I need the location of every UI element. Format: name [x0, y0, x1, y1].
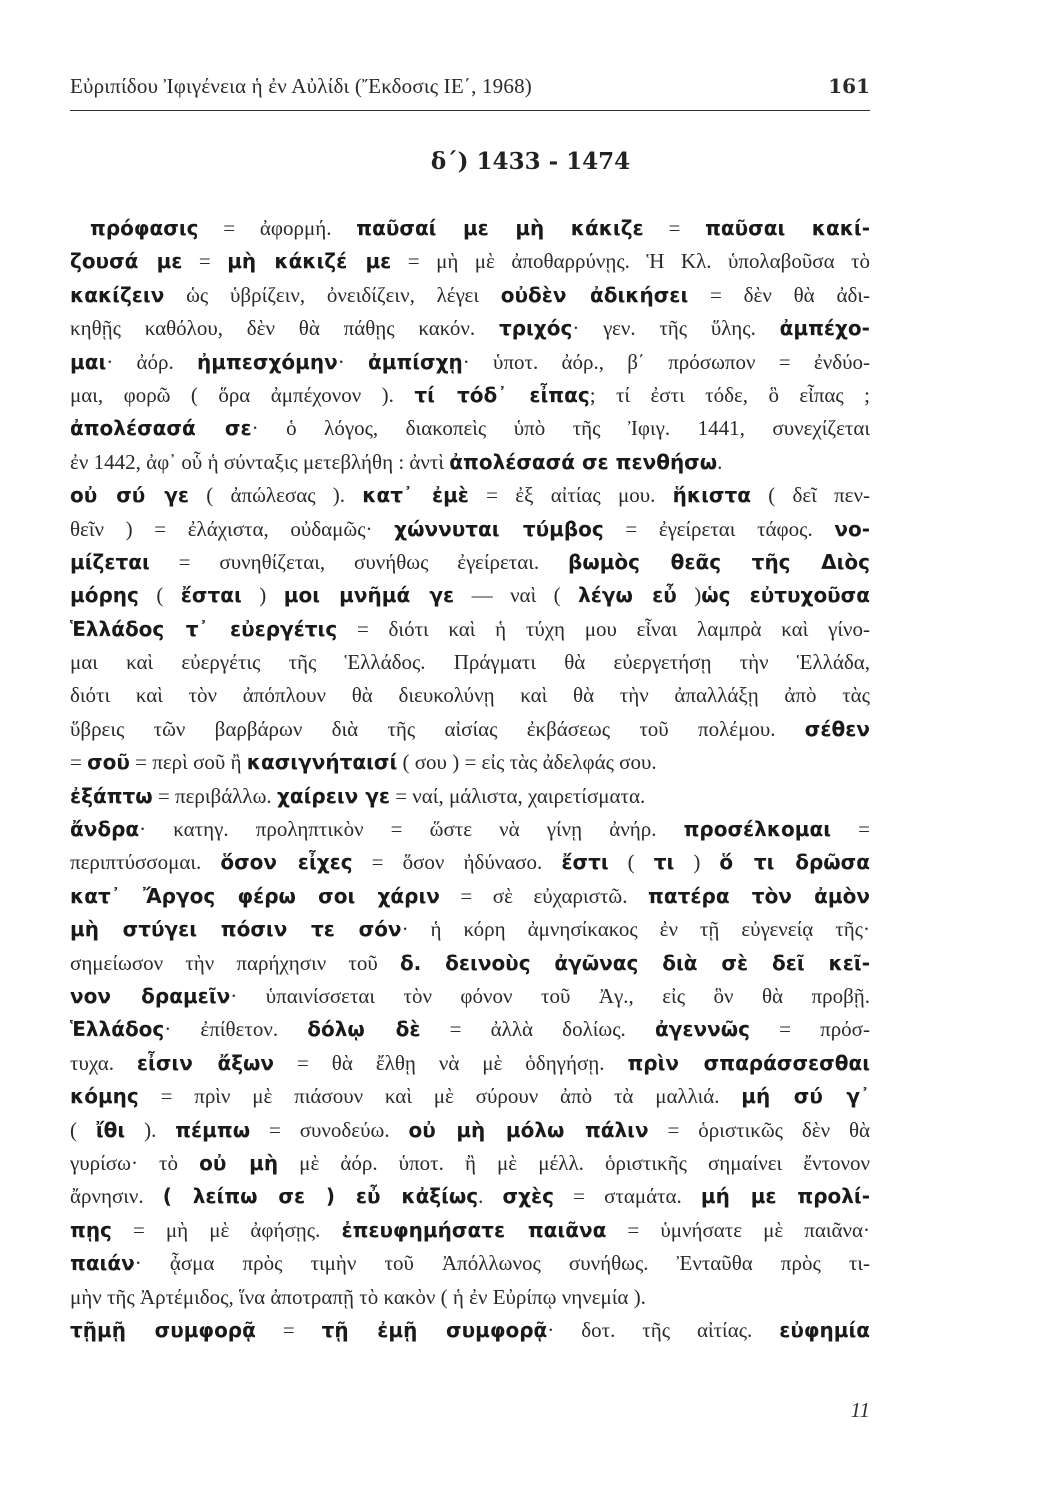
commentary-body — [70, 212, 870, 1347]
lemma: χαίρειν γε — [276, 783, 390, 808]
gloss: = συνηθίζεται, συνήθως ἐγείρεται. — [149, 549, 569, 574]
gloss: ἄρνησιν. — [70, 1184, 163, 1209]
gloss: = σὲ εὐχαριστῶ. — [439, 883, 649, 908]
lemma: βωμὸς θεᾶς τῆς Διὸς — [568, 549, 871, 574]
lemma: νον δραμεῖν — [70, 983, 231, 1008]
gloss: ( δεῖ πεν- — [750, 483, 870, 508]
lemma: οὐδὲν ἀδικήσει — [500, 282, 689, 307]
lemma: μὴ κάκιζέ με — [227, 249, 392, 274]
text-line — [70, 780, 870, 813]
text-line — [70, 746, 870, 779]
lemma: τῇ ἐμῇ συμφορᾷ — [321, 1317, 548, 1342]
gloss: μὲ ἀόρ. ὑποτ. ἢ μὲ μέλλ. ὁριστικῆς σημαίνει ἔντονον — [278, 1150, 871, 1175]
text-line — [70, 479, 870, 512]
gloss: ὕβρεις τῶν βαρβάρων διὰ τῆς αἰσίας ἐκβάσεως τοῦ πολέμου. — [70, 716, 805, 741]
text-line — [70, 346, 870, 379]
lemma: πρὶν σπαράσσεσθαι — [627, 1050, 870, 1075]
lemma: κατ᾽ Ἄργος φέρω σοι χάριν — [70, 883, 440, 908]
lemma: σέθεν — [804, 716, 870, 741]
lemma: ζουσά με — [70, 249, 183, 274]
running-head — [70, 74, 870, 104]
lemma: μή με προλί- — [700, 1184, 870, 1209]
text-line — [70, 679, 870, 712]
text-line — [70, 579, 870, 612]
lemma: Ἑλλάδος — [70, 1017, 165, 1042]
gloss: ὡς ὑβρίζειν, ὀνειδίζειν, λέγει — [164, 282, 501, 307]
text-line — [70, 1214, 870, 1247]
gloss: = — [70, 750, 88, 775]
header-rule — [70, 110, 870, 111]
lemma: τι — [653, 850, 675, 875]
gloss: μαι, φορῶ ( ὅρα ἀμπέχονον ). — [70, 382, 415, 407]
gloss: = μὴ μὲ ἀποθαρρύνῃς. Ἡ Κλ. ὑπολαβοῦσα τὸ — [391, 249, 870, 274]
lemma: νο- — [834, 516, 870, 541]
gloss: = περιβάλλω. — [152, 783, 277, 808]
text-line — [70, 513, 870, 546]
section-heading: δ΄) 1433 - 1474 — [430, 148, 631, 175]
gloss: = πρόσ- — [749, 1017, 870, 1042]
text-line — [70, 312, 870, 345]
lemma: ἀμπίσχῃ — [367, 349, 463, 374]
lemma: μαι — [70, 349, 107, 374]
text-line — [70, 379, 870, 412]
lemma: εὐφημία — [779, 1317, 871, 1342]
lemma: παῦσαί με μὴ κάκιζε — [356, 216, 644, 240]
text-line — [70, 1114, 870, 1147]
text-line — [70, 245, 870, 278]
text-line — [70, 813, 870, 846]
gloss: περιπτύσσομαι. — [70, 850, 221, 875]
gloss: τυχα. — [70, 1050, 137, 1075]
gloss: · ὑπαινίσσεται τὸν φόνον τοῦ Ἀγ., εἰς ὃν θὰ προβῇ. — [230, 983, 870, 1008]
gloss: ( — [138, 583, 181, 608]
gloss: ; τί ἐστι τόδε, ὃ εἶπας ; — [589, 382, 870, 407]
lemma: παῦσαι κακί- — [705, 216, 871, 240]
gloss: · δοτ. τῆς αἰτίας. — [547, 1317, 780, 1342]
gloss: σημείωσον τὴν παρήχησιν τοῦ — [70, 950, 400, 975]
lemma: ἔσται — [180, 583, 242, 608]
text-line — [70, 546, 870, 579]
gloss: = περὶ σοῦ ἢ — [129, 750, 247, 775]
gloss: ( — [608, 850, 654, 875]
text-line — [70, 279, 870, 312]
gloss: = ἀλλὰ δολίως. — [420, 1017, 655, 1042]
text-line — [70, 646, 870, 679]
lemma: ἐξάπτω — [70, 783, 153, 808]
gloss: ( ἀπώλεσας ). — [189, 483, 363, 508]
text-line — [70, 1247, 870, 1280]
gloss: = σταμάτα. — [554, 1184, 701, 1209]
text-line — [70, 1013, 870, 1046]
lemma: σοῦ — [87, 750, 130, 775]
text-line — [70, 613, 870, 646]
text-line — [70, 1180, 870, 1213]
gloss: ἐν 1442, ἀφ᾽ οὗ ἡ σύνταξις μετεβλήθη : ἀντὶ — [70, 449, 450, 474]
gloss: = συνοδεύω. — [250, 1117, 409, 1142]
lemma: πῃς — [70, 1217, 112, 1242]
lemma: σχὲς — [502, 1184, 554, 1209]
lemma: ἄνδρα — [70, 817, 140, 842]
gloss: . — [717, 449, 723, 474]
lemma: εἶσιν ἄξων — [136, 1050, 275, 1075]
lemma: μίζεται — [70, 549, 150, 574]
gloss: — ναὶ ( — [454, 583, 579, 608]
lemma: πέμπω — [175, 1117, 251, 1142]
lemma: ἐπευφημήσατε παιᾶνα — [341, 1217, 607, 1242]
lemma: τῇμῇ συμφορᾷ — [70, 1317, 256, 1342]
lemma: πατέρα τὸν ἀμὸν — [648, 883, 870, 908]
lemma: μὴ στύγει πόσιν τε σόν — [70, 917, 402, 942]
text-line — [70, 1314, 870, 1347]
lemma: Ἑλλάδος τ᾽ εὐεργέτις — [70, 616, 338, 641]
text-line — [70, 880, 870, 913]
printer-signature: 11 — [850, 1398, 870, 1422]
gloss: = πρὶν μὲ πιάσουν καὶ μὲ σύρουν ἀπὸ τὰ μαλλιά. — [138, 1084, 742, 1109]
lemma: κακίζειν — [70, 282, 165, 307]
lemma: μή σύ γ᾽ — [741, 1084, 870, 1109]
page-number: 161 — [828, 74, 870, 98]
lemma: δόλῳ δὲ — [307, 1017, 421, 1042]
lemma: μόρης — [70, 583, 139, 608]
lemma: ἴθι — [95, 1117, 126, 1142]
lemma: τί τόδ᾽ εἶπας — [414, 382, 590, 407]
text-line — [70, 412, 870, 445]
gloss: = διότι καὶ ἡ τύχη μου εἶναι λαμπρὰ καὶ γίνο- — [337, 616, 870, 641]
text-line — [70, 1147, 870, 1180]
lemma: προσέλκομαι — [683, 817, 832, 842]
lemma: μοι μνῆμά γε — [283, 583, 455, 608]
text-line — [70, 980, 870, 1013]
gloss: · κατηγ. προληπτικὸν = ὥστε νὰ γίνῃ ἀνήρ. — [139, 817, 684, 842]
lemma: λέγω εὖ — [578, 583, 677, 608]
running-title: Εὐριπίδου Ἰφιγένεια ἡ ἐν Αὐλίδι (Ἔκδοσις ΙΕ΄, 1968) — [70, 74, 532, 98]
gloss: · γεν. τῆς ὕλης. — [572, 316, 780, 341]
lemma: κασιγνήταισί — [246, 750, 398, 775]
text-line — [70, 1281, 870, 1314]
gloss: · ἀόρ. — [106, 349, 198, 374]
gloss: ) — [241, 583, 284, 608]
lemma: ἀμπέχο- — [779, 316, 870, 341]
text-line — [70, 212, 870, 245]
gloss: · ὁ λόγος, διακοπεὶς ὑπὸ τῆς Ἰφιγ. 1441, συνεχίζεται — [251, 416, 870, 441]
gloss: . — [478, 1184, 503, 1209]
text-line — [70, 947, 870, 980]
gloss: · ἡ κόρη ἀμνησίκακος ἐν τῇ εὐγενείᾳ τῆς· — [401, 917, 870, 942]
lemma: ἀγεννῶς — [654, 1017, 750, 1042]
lemma: δ. δεινοὺς ἀγῶνας διὰ σὲ δεῖ κεῖ- — [399, 950, 870, 975]
gloss: διότι καὶ τὸν ἀπόπλουν θὰ διευκολύνῃ καὶ θὰ τὴν ἀπαλλάξῃ ἀπὸ τὰς — [70, 683, 870, 708]
gloss: ) — [676, 583, 702, 608]
gloss: · — [337, 349, 368, 374]
lemma: κατ᾽ ἐμὲ — [362, 483, 469, 508]
gloss: = ἀφορμή. — [198, 216, 357, 240]
lemma: πρόφασις — [90, 216, 199, 240]
gloss: · ἐπίθετον. — [164, 1017, 308, 1042]
gloss: κηθῇς καθόλου, δὲν θὰ πάθῃς κακόν. — [70, 316, 499, 341]
gloss: = — [255, 1317, 322, 1342]
gloss: = ὅσον ἠδύνασο. — [352, 850, 562, 875]
gloss: μὴν τῆς Ἀρτέμιδος, ἵνα ἀποτραπῇ τὸ κακὸν ( ἡ ἐν Εὐρίπῳ νηνεμία ). — [70, 1284, 646, 1309]
lemma: κόμης — [70, 1084, 139, 1109]
gloss: = — [643, 216, 706, 240]
lemma: ἀπολέσασά σε πενθήσω — [449, 449, 718, 474]
gloss: = — [831, 817, 871, 842]
lemma: ἥκιστα — [672, 483, 751, 508]
gloss: ) — [674, 850, 720, 875]
lemma: ἀπολέσασά σε — [70, 416, 252, 441]
gloss: · ὑποτ. ἀόρ., β΄ πρόσωπον = ἐνδύο- — [462, 349, 870, 374]
text-line — [70, 1047, 870, 1080]
lemma: οὐ σύ γε — [70, 483, 189, 508]
gloss: = ὁριστικῶς δὲν θὰ — [648, 1117, 871, 1142]
text-line — [70, 713, 870, 746]
lemma: ὡς εὐτυχοῦσα — [701, 583, 871, 608]
text-line — [70, 1080, 870, 1113]
lemma: ἔστι — [561, 850, 609, 875]
gloss: γυρίσω· τὸ — [70, 1150, 200, 1175]
text-line — [70, 846, 870, 879]
lemma: οὐ μὴ μόλω πάλιν — [408, 1117, 649, 1142]
gloss: = ἐξ αἰτίας μου. — [468, 483, 673, 508]
gloss: · ᾆσμα πρὸς τιμὴν τοῦ Ἀπόλλωνος συνήθως. Ἐνταῦθα πρὸς τι- — [134, 1251, 870, 1276]
gloss: μαι καὶ εὐεργέτις τῆς Ἑλλάδος. Πράγματι θὰ εὐεργετήσῃ τὴν Ἑλλάδα, — [70, 650, 870, 675]
gloss: ( σου ) = εἰς τὰς ἀδελφάς σου. — [397, 750, 657, 775]
gloss: = μὴ μὲ ἀφήσῃς. — [111, 1217, 342, 1242]
gloss: ( — [70, 1117, 96, 1142]
lemma: τριχός — [498, 316, 573, 341]
gloss: θεῖν ) = ἐλάχιστα, οὐδαμῶς· — [70, 516, 395, 541]
gloss: ). — [125, 1117, 176, 1142]
gloss: = ἐγείρεται τάφος. — [603, 516, 835, 541]
lemma: οὐ μὴ — [199, 1150, 279, 1175]
gloss: = ὑμνήσατε μὲ παιᾶνα· — [606, 1217, 871, 1242]
lemma: ὅ τι δρῶσα — [719, 850, 870, 875]
lemma: ἠμπεσχόμην — [197, 349, 338, 374]
lemma: παιάν — [70, 1251, 135, 1276]
lemma: ( λείπω σε ) εὖ κἀξίως — [162, 1184, 479, 1209]
gloss: = ναί, μάλιστα, χαιρετίσματα. — [389, 783, 646, 808]
gloss: = θὰ ἔλθῃ νὰ μὲ ὁδηγήσῃ. — [274, 1050, 628, 1075]
lemma: χώννυται τύμβος — [394, 516, 604, 541]
gloss: = δὲν θὰ ἀδι- — [688, 282, 870, 307]
text-line — [70, 913, 870, 946]
text-line — [70, 446, 870, 479]
lemma: ὅσον εἶχες — [220, 850, 353, 875]
gloss: = — [182, 249, 228, 274]
